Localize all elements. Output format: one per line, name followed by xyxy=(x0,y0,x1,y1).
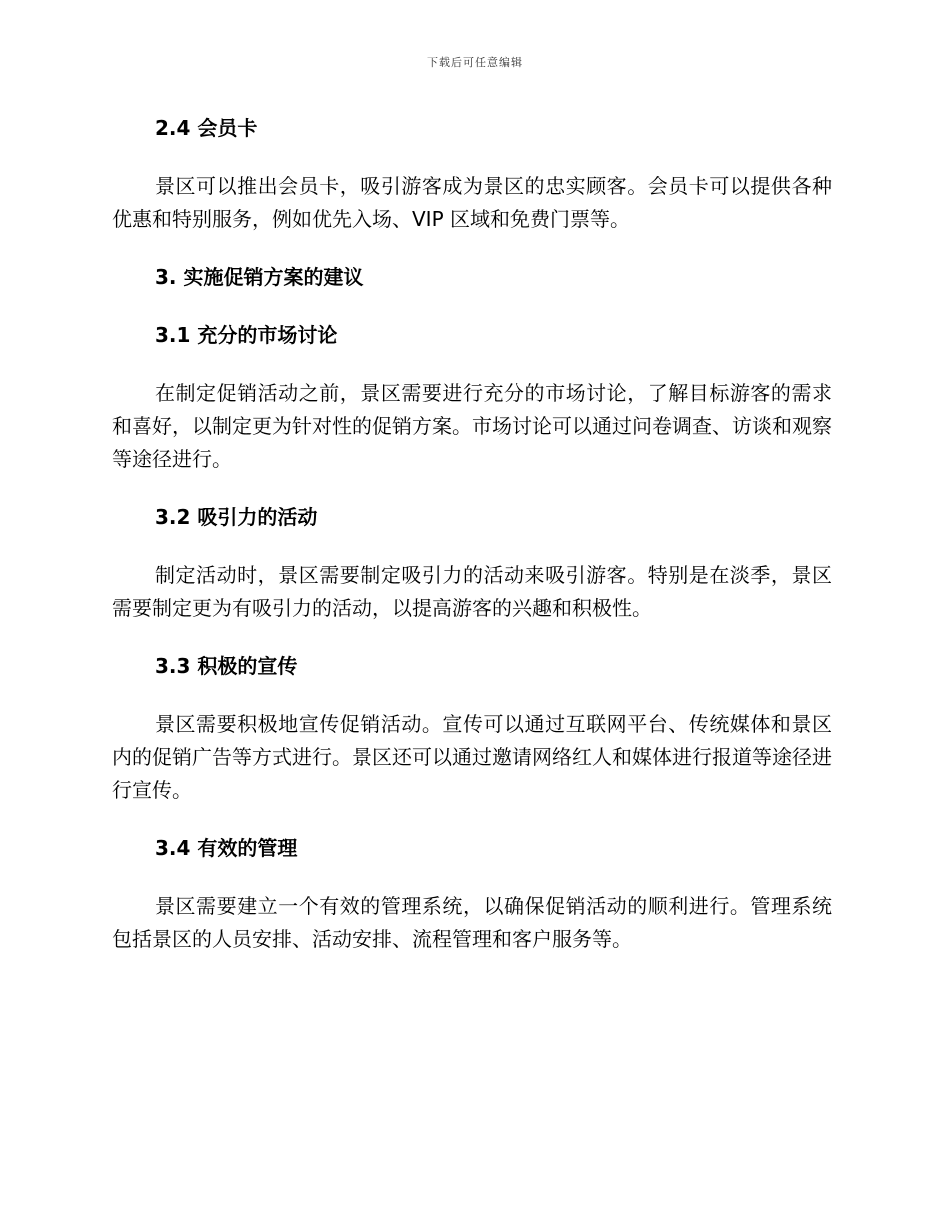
document-body xyxy=(112,112,832,956)
section-paragraph-2-4: 景区可以推出会员卡，吸引游客成为景区的忠实顾客。会员卡可以提供各种优惠和特别服务，例如优先入场、VIP 区域和免费门票等。 xyxy=(112,174,832,231)
section-paragraph-3-3: 景区需要积极地宣传促销活动。宣传可以通过互联网平台、传统媒体和景区内的促销广告等方式进行。景区还可以通过邀请网络红人和媒体进行报道等途径进行宣传。 xyxy=(112,712,832,802)
section-paragraph-3-2: 制定活动时，景区需要制定吸引力的活动来吸引游客。特别是在淡季，景区需要制定更为有吸引力的活动，以提高游客的兴趣和积极性。 xyxy=(112,563,832,620)
section-heading-3-1: 3.1 充分的市场讨论 xyxy=(155,323,338,347)
section-heading-3-2: 3.2 吸引力的活动 xyxy=(155,505,318,529)
section-heading-3-4: 3.4 有效的管理 xyxy=(155,836,298,860)
section-heading-3-3: 3.3 积极的宣传 xyxy=(155,654,298,678)
section-paragraph-3-1: 在制定促销活动之前，景区需要进行充分的市场讨论，了解目标游客的需求和喜好，以制定更为针对性的促销方案。市场讨论可以通过问卷调查、访谈和观察等途径进行。 xyxy=(112,381,832,471)
section-heading-2-4: 2.4 会员卡 xyxy=(155,116,258,140)
section-paragraph-3-4: 景区需要建立一个有效的管理系统，以确保促销活动的顺利进行。管理系统包括景区的人员安排、活动安排、流程管理和客户服务等。 xyxy=(112,894,832,951)
page-header-note: 下载后可任意编辑 xyxy=(427,56,523,69)
section-heading-3: 3. 实施促销方案的建议 xyxy=(155,265,364,289)
